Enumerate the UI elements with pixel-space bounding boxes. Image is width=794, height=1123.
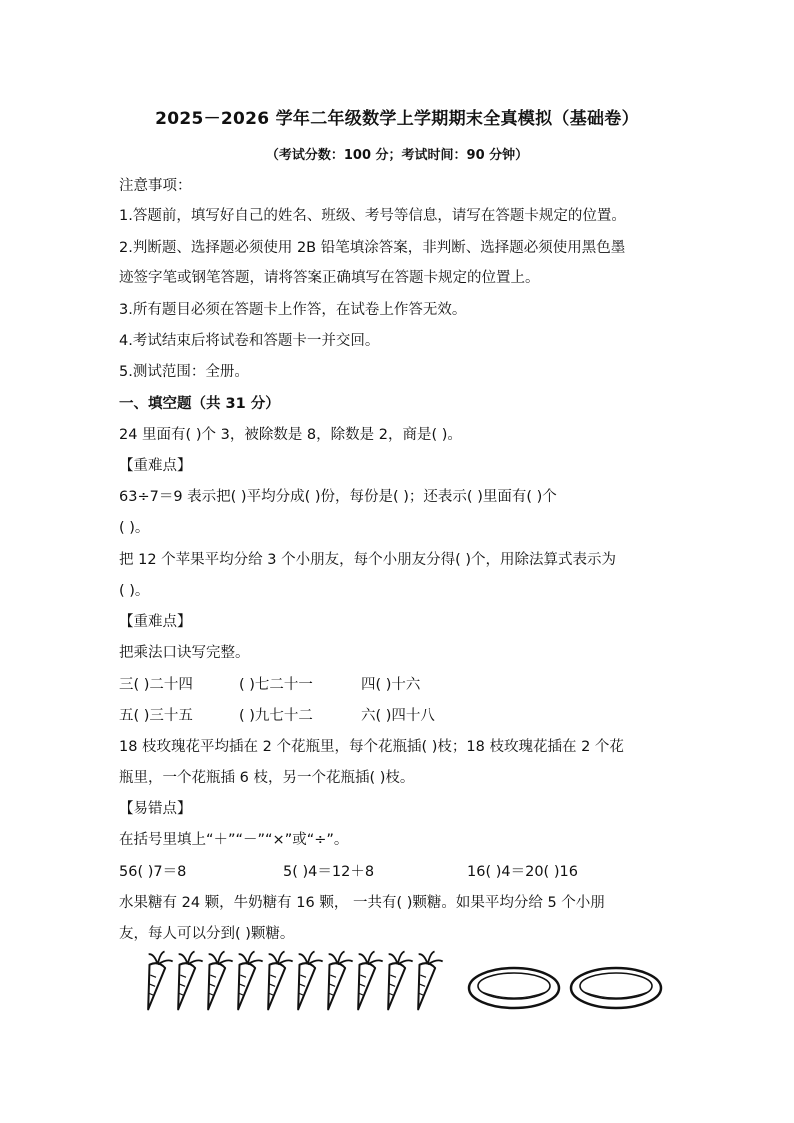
- question-5-line: 18 枝玫瑰花平均插在 2 个花瓶里，每个花瓶插( )枝；18 枝玫瑰花插在 2 个花: [119, 739, 624, 755]
- notice-item: 迹签字笔或钢笔答题，请将答案正确填写在答题卡规定的位置上。: [119, 270, 540, 286]
- section-heading: 一、填空题（共 31 分）: [119, 396, 280, 412]
- operator-item: 16( )4＝20( )16: [467, 864, 578, 880]
- multiplication-item: 五( )三十五: [119, 708, 193, 724]
- question-2-line: 63÷7＝9 表示把( )平均分成( )份，每份是( )；还表示( )里面有( )个: [119, 489, 557, 505]
- difficulty-tag: 【重难点】: [119, 458, 192, 474]
- notice-heading: 注意事项：: [119, 178, 192, 194]
- page-subtitle: （考试分数：100 分；考试时间：90 分钟）: [265, 148, 529, 163]
- operator-item: 56( )7＝8: [119, 864, 187, 880]
- carrot-icon: [137, 948, 174, 1012]
- operator-row: [119, 862, 578, 882]
- question-7-line: 友，每人可以分到( )颗糖。: [119, 926, 295, 942]
- question-3-line: ( )。: [119, 583, 150, 599]
- notice-item: 3.所有题目必须在答题卡上作答，在试卷上作答无效。: [119, 302, 467, 318]
- carrots-and-plates-illustration: [134, 948, 674, 1018]
- carrot-icon: [407, 948, 444, 1012]
- question-1: 24 里面有( )个 3，被除数是 8，除数是 2，商是( )。: [119, 427, 462, 443]
- page-title: 2025－2026 学年二年级数学上学期期末全真模拟（基础卷）: [155, 109, 639, 129]
- carrot-icon: [167, 948, 204, 1012]
- carrot-icon: [257, 948, 294, 1012]
- difficulty-tag: 【易错点】: [119, 801, 192, 817]
- question-5-line: 瓶里，一个花瓶插 6 枝，另一个花瓶插( )枝。: [119, 770, 415, 786]
- question-7-line: 水果糖有 24 颗，牛奶糖有 16 颗， 一共有( )颗糖。如果平均分给 5 个小朋: [119, 895, 605, 911]
- notice-item: 2.判断题、选择题必须使用 2B 铅笔填涂答案，非判断、选择题必须使用黑色墨: [119, 240, 626, 256]
- carrot-icon: [347, 948, 384, 1012]
- carrots-group: [137, 948, 444, 1012]
- carrot-icon: [287, 948, 324, 1012]
- question-6: 在括号里填上“＋”“－”“×”或“÷”。: [119, 832, 349, 848]
- multiplication-row: [119, 675, 420, 695]
- multiplication-item: ( )九七十二: [239, 708, 313, 724]
- plate-icon: [469, 968, 559, 1008]
- multiplication-item: 六( )四十八: [361, 708, 435, 724]
- multiplication-item: ( )七二十一: [239, 677, 313, 693]
- notice-item: 1.答题前，填写好自己的姓名、班级、考号等信息，请写在答题卡规定的位置。: [119, 208, 626, 224]
- carrot-icon: [317, 948, 354, 1012]
- question-3-line: 把 12 个苹果平均分给 3 个小朋友，每个小朋友分得( )个，用除法算式表示为: [119, 552, 617, 568]
- plate-icon: [571, 968, 661, 1008]
- carrot-icon: [197, 948, 234, 1012]
- carrot-icon: [377, 948, 414, 1012]
- carrot-icon: [227, 948, 264, 1012]
- notice-item: 5.测试范围：全册。: [119, 364, 249, 380]
- notice-item: 4.考试结束后将试卷和答题卡一并交回。: [119, 333, 380, 349]
- multiplication-row: [119, 706, 435, 726]
- question-4: 把乘法口诀写完整。: [119, 645, 250, 661]
- difficulty-tag: 【重难点】: [119, 614, 192, 630]
- multiplication-item: 四( )十六: [361, 677, 421, 693]
- multiplication-item: 三( )二十四: [119, 677, 193, 693]
- question-2-line: ( )。: [119, 520, 150, 536]
- operator-item: 5( )4＝12＋8: [283, 864, 375, 880]
